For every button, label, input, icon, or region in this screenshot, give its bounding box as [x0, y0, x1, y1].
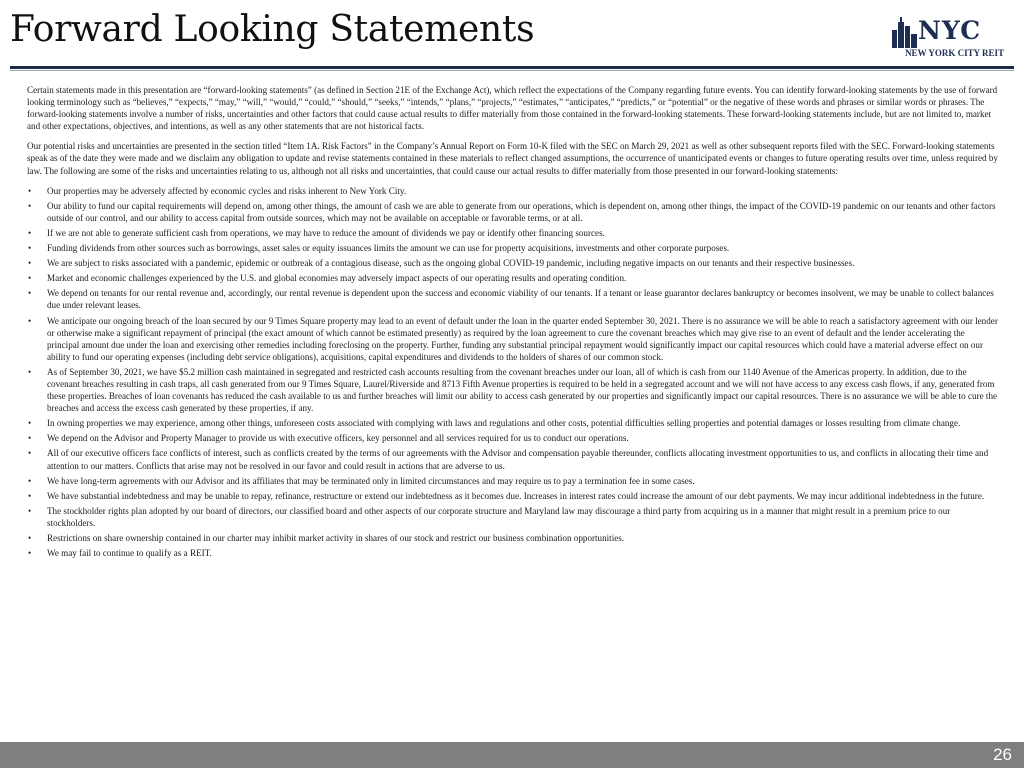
list-item: • Our ability to fund our capital requirements will depend on, among other things, the amount of cash we are able to generate from our operations, which is dependent on, among other things, the impact of the COVID-19 pandemic on our tenants and other factors outside of our control, and our ability to access capital from outside sources, which may not be available on acceptable or favorable terms, or at all.: [27, 200, 999, 224]
city-skyline-icon: [892, 14, 918, 48]
list-item: • As of September 30, 2021, we have $5.2 million cash maintained in segregated and restricted cash accounts resulting from the covenant breaches under our loan, all of which is cash from our 1140 Avenue of the Americas property. In addition, due to the covenant breaches resulting in cash traps, all cash generated from our 9 Times Square, Laurel/Riverside and 8713 Fifth Avenue properties is required to be held in a segregated account and we will not have access to any excess cash flows, if any, generated from these properties. Breaches of loan covenants has reduced the cash available to us and further breaches will limit our ability to access cash generated by our properties and significantly impact our capital resources. There is no assurance we will be able to cure the breaches and access the excess cash generated by these properties, if any.: [27, 366, 999, 414]
list-item: • Our properties may be adversely affected by economic cycles and risks inherent to New York City.: [27, 185, 999, 197]
risk-intro-paragraph: Our potential risks and uncertainties are presented in the section titled “Item 1A. Risk Factors” in the Company’s Annual Report on Form 10-K filed with the SEC on March 29, 2021 as well as other subsequent reports filed with the SEC. Forward-looking statements speak as of the date they were made and we disclaim any obligation to update and revise statements contained in these materials to reflect changed assumptions, the occurrence of unanticipated events or changes to future operating results over time, unless required by law. The following are some of the risks and uncertainties relating to us, although not all risks and uncertainties, that could cause our actual results to differ materially from those presented in our forward-looking statements:: [27, 141, 998, 176]
statement-body: [27, 84, 999, 562]
list-item: • Market and economic challenges experienced by the U.S. and global economies may adversely impact aspects of our operating results and operating condition.: [27, 272, 999, 284]
list-item: • In owning properties we may experience, among other things, unforeseen costs associated with complying with laws and regulations and other costs, potential difficulties selling properties and potential damages or losses resulting from climate change.: [27, 417, 999, 429]
company-logo: [892, 14, 1004, 60]
list-item: • We have substantial indebtedness and may be unable to repay, refinance, restructure or extend our indebtedness as it becomes due. Increases in interest rates could increase the amount of our debt payments. We may incur additional indebtedness in the future.: [27, 490, 999, 502]
page-number: 26: [993, 745, 1012, 764]
logo-subtitle: NEW YORK CITY REIT: [905, 48, 1004, 58]
page-title: Forward Looking Statements: [10, 9, 535, 50]
list-item: • Restrictions on share ownership contained in our charter may inhibit market activity in shares of our stock and restrict our business combination opportunities.: [27, 532, 999, 544]
header-divider: [10, 66, 1014, 69]
list-item: • We may fail to continue to qualify as a REIT.: [27, 547, 999, 559]
footer-bar: [0, 742, 1024, 768]
list-item: • We depend on the Advisor and Property Manager to provide us with executive officers, key personnel and all services required for us to conduct our operations.: [27, 432, 999, 444]
list-item: • We are subject to risks associated with a pandemic, epidemic or outbreak of a contagious disease, such as the ongoing global COVID-19 pandemic, including negative impacts on our tenants and their respective businesses.: [27, 257, 999, 269]
list-item: • All of our executive officers face conflicts of interest, such as conflicts created by the terms of our agreements with the Advisor and compensation payable thereunder, conflicts allocating investment opportunities to us, and conflicts in allocating their time and attention to our matters. Conflicts that arise may not be resolved in our favor and could result in actions that are adverse to us.: [27, 447, 999, 471]
logo-wordmark: NYC: [918, 16, 982, 45]
intro-paragraph: Certain statements made in this presentation are “forward-looking statements” (as defined in Section 21E of the Exchange Act), which reflect the expectations of the Company regarding future events. You can identify forward-looking statements by the use of forward looking terminology such as “believes,” “expects,” “may,” “will,” “would,” “could,” “should,” “seeks,” “intends,” “plans,” “projects,” “estimates,” “anticipates,” “predicts,” or “potential” or the negative of these words and phrases or similar words or phrases. The forward-looking statements involve a number of risks, uncertainties and other factors that could cause actual results to differ materially from those contained in the forward-looking statements. These forward-looking statements include, but are not limited to, market and other expectations, objectives, and intentions, as well as any other statements that are not historical facts.: [27, 85, 998, 132]
list-item: • We depend on tenants for our rental revenue and, accordingly, our rental revenue is dependent upon the success and economic viability of our tenants. If a tenant or lease guarantor declares bankruptcy or becomes insolvent, we may be unable to collect balances due under relevant leases.: [27, 287, 999, 311]
list-item: • The stockholder rights plan adopted by our board of directors, our classified board and other aspects of our corporate structure and Maryland law may discourage a third party from acquiring us in a manner that might result in a premium price to our stockholders.: [27, 505, 999, 529]
list-item: • Funding dividends from other sources such as borrowings, asset sales or equity issuances limits the amount we can use for property acquisitions, investments and other corporate purposes.: [27, 242, 999, 254]
risk-list: [27, 185, 999, 560]
list-item: • We have long-term agreements with our Advisor and its affiliates that may be terminated only in limited circumstances and may require us to pay a termination fee in some cases.: [27, 475, 999, 487]
header-divider-thin: [10, 70, 1014, 71]
list-item: • If we are not able to generate sufficient cash from operations, we may have to reduce the amount of dividends we pay or identify other financing sources.: [27, 227, 999, 239]
list-item: • We anticipate our ongoing breach of the loan secured by our 9 Times Square property may lead to an event of default under the loan in the quarter ended September 30, 2021. There is no assurance we will be able to reach a satisfactory agreement with our lender or otherwise make a significant repayment of principal (the exact amount of which cannot be estimated presently) as required by the loan agreement to cure the covenant breaches which may give rise to an event of default and the lender accelerating the principal amount due under the loan and exercising other remedies including foreclosing on the property. Further, funding any substantial principal repayment would significantly impact our capital resources which could have a material adverse effect on our ability to fund our operating expenses (including debt service obligations), acquisitions, capital expenditures and dividends to the holders of shares of our common stock.: [27, 315, 999, 363]
